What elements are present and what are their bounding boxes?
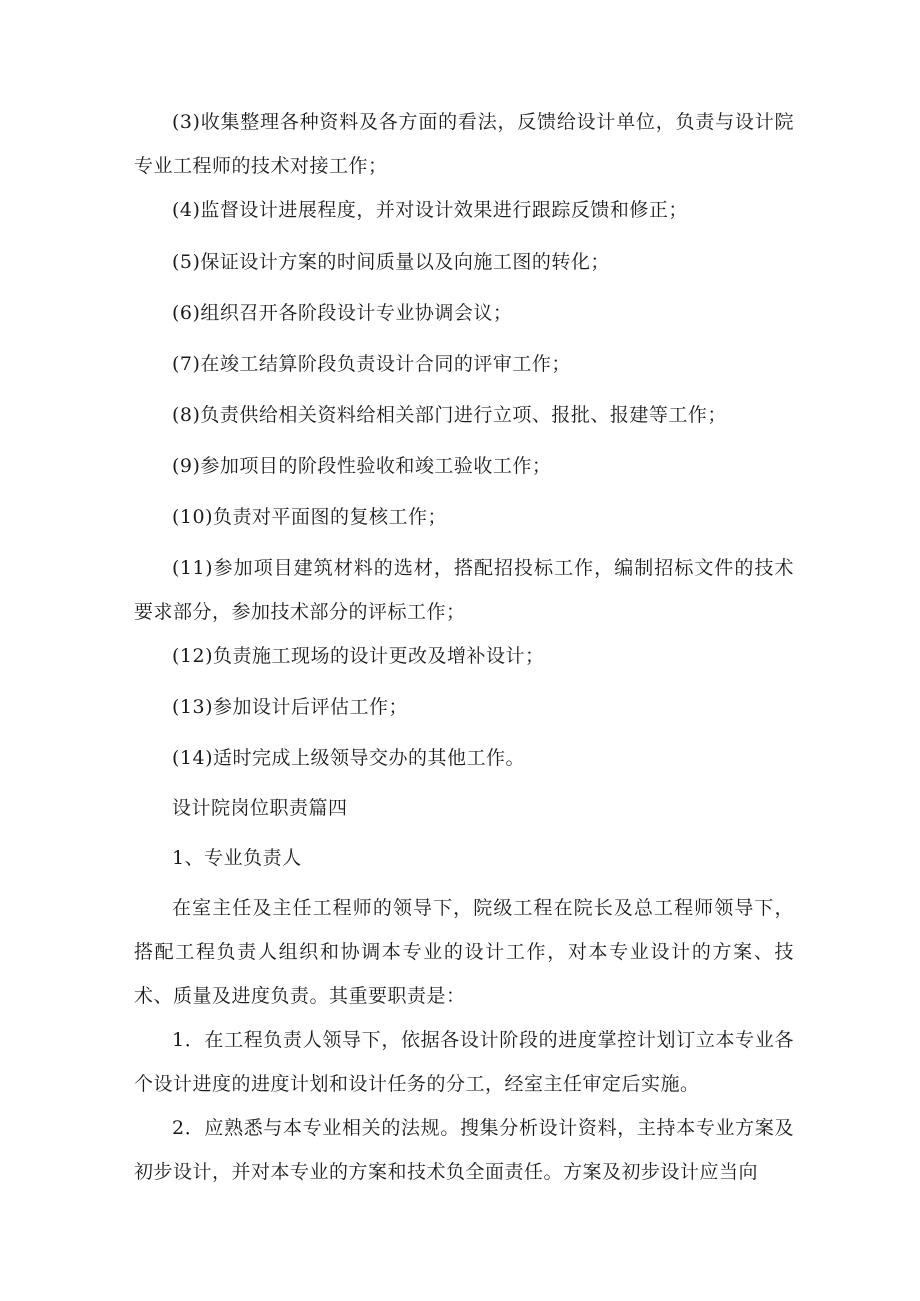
paragraph-item-3: (3)收集整理各种资料及各方面的看法，反馈给设计单位，负责与设计院专业工程师的技术对接工作；	[134, 111, 794, 177]
paragraph-item-10: (10)负责对平面图的复核工作；	[172, 506, 448, 528]
paragraph-item-13: (13)参加设计后评估工作；	[172, 696, 409, 718]
paragraph-item-14: (14)适时完成上级领导交办的其他工作。	[172, 747, 526, 769]
section-heading: 设计院岗位职责篇四	[172, 797, 348, 819]
duty-paragraph-1: 1．在工程负责人领导下，依据各设计阶段的进度掌控计划订立本专业各个设计进度的进度计划和设计任务的分工，经室主任审定后实施。	[134, 1029, 794, 1095]
paragraph-item-7: (7)在竣工结算阶段负责设计合同的评审工作；	[172, 353, 571, 375]
subsection-heading: 1、专业负责人	[172, 847, 302, 869]
paragraph-item-11: (11)参加项目建筑材料的选材，搭配招投标工作，编制招标文件的技术要求部分，参加技术部分的评标工作；	[134, 557, 794, 623]
paragraph-item-4: (4)监督设计进展程度，并对设计效果进行跟踪反馈和修正；	[172, 199, 688, 221]
paragraph-item-9: (9)参加项目的阶段性验收和竣工验收工作；	[172, 455, 552, 477]
intro-paragraph: 在室主任及主任工程师的领导下，院级工程在院长及总工程师领导下，搭配工程负责人组织和协调本专业的设计工作，对本专业设计的方案、技术、质量及进度负责。其重要职责是：	[134, 897, 794, 1007]
duty-paragraph-2: 2．应熟悉与本专业相关的法规。搜集分析设计资料，主持本专业方案及初步设计，并对本专业的方案和技术负全面责任。方案及初步设计应当向	[134, 1117, 794, 1183]
paragraph-item-5: (5)保证设计方案的时间质量以及向施工图的转化；	[172, 251, 610, 273]
paragraph-item-8: (8)负责供给相关资料给相关部门进行立项、报批、报建等工作；	[172, 404, 727, 426]
paragraph-item-12: (12)负责施工现场的设计更改及增补设计；	[172, 645, 545, 667]
paragraph-item-6: (6)组织召开各阶段设计专业协调会议；	[172, 302, 513, 324]
